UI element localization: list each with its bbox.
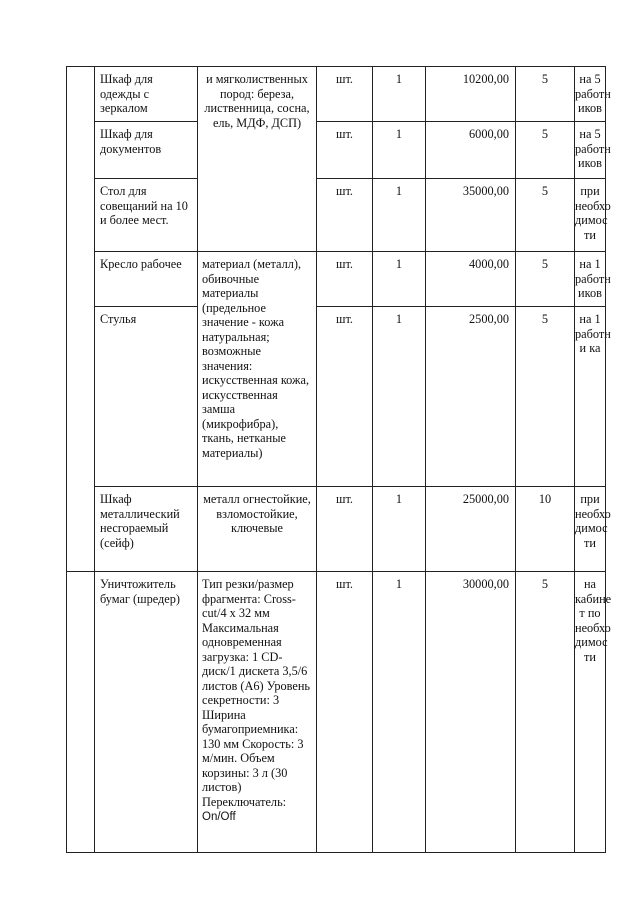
years-cell: 10 <box>516 487 575 572</box>
index-cell <box>67 67 95 572</box>
material-cell: и мягколиственных пород: береза, лиственница, сосна, ель, МДФ, ДСП) <box>198 67 317 252</box>
table-row <box>67 572 606 853</box>
price-cell: 4000,00 <box>426 252 516 307</box>
price-cell: 25000,00 <box>426 487 516 572</box>
price-cell: 2500,00 <box>426 307 516 487</box>
table-row <box>67 252 606 307</box>
note-cell: на 1 работн иков <box>575 252 606 307</box>
note-cell: на 1 работн и ка <box>575 307 606 487</box>
unit-cell: шт. <box>317 487 373 572</box>
table-row <box>67 122 606 179</box>
years-cell: 5 <box>516 307 575 487</box>
item-name: Шкаф для одежды с зеркалом <box>95 67 198 122</box>
item-name: Стол для совещаний на 10 и более мест. <box>95 179 198 252</box>
note-cell: при необхо димос ти <box>575 487 606 572</box>
unit-cell: шт. <box>317 572 373 853</box>
price-cell: 10200,00 <box>426 67 516 122</box>
table-row <box>67 179 606 252</box>
shredder-spec: Тип резки/размер фрагмента: Cross-cut/4 x 32 мм Максимальная одновременная загрузка: 1 CD-диск/1 дискета 3,5/6 листов (А6) Уровень секретности: 3 Ширина бумагоприемника: 130 мм Скорость: 3 м/мин. Объем корзины: 3 л (30 листов) Переключатель: <box>202 577 311 809</box>
qty-cell: 1 <box>373 307 426 487</box>
years-cell: 5 <box>516 122 575 179</box>
note-cell: при необхо димос ти <box>575 179 606 252</box>
qty-cell: 1 <box>373 572 426 853</box>
years-cell: 5 <box>516 252 575 307</box>
table-row <box>67 487 606 572</box>
unit-cell: шт. <box>317 252 373 307</box>
item-name: Шкаф для документов <box>95 122 198 179</box>
requirements-table <box>66 66 612 853</box>
qty-cell: 1 <box>373 122 426 179</box>
qty-cell: 1 <box>373 67 426 122</box>
unit-cell: шт. <box>317 307 373 487</box>
material-cell: материал (металл), обивочные материалы (предельное значение - кожа натуральная; возможные значения: искусственная кожа, искусственная замша (микрофибра), ткань, нетканые материалы) <box>198 252 317 487</box>
qty-cell: 1 <box>373 487 426 572</box>
item-name: Стулья <box>95 307 198 487</box>
note-cell: на кабине т по необхо димос ти <box>575 572 606 853</box>
table-row <box>67 67 606 122</box>
shredder-switch: On/Off <box>202 811 236 823</box>
unit-cell: шт. <box>317 179 373 252</box>
table-row <box>67 307 606 487</box>
qty-cell: 1 <box>373 179 426 252</box>
price-cell: 35000,00 <box>426 179 516 252</box>
unit-cell: шт. <box>317 67 373 122</box>
note-cell: на 5 работн иков <box>575 67 606 122</box>
unit-cell: шт. <box>317 122 373 179</box>
material-cell: металл огнестойкие, взломостойкие, ключевые <box>198 487 317 572</box>
item-name: Уничтожитель бумаг (шредер) <box>95 572 198 853</box>
note-cell: на 5 работн иков <box>575 122 606 179</box>
material-cell <box>198 572 317 853</box>
item-name: Кресло рабочее <box>95 252 198 307</box>
index-cell <box>67 572 95 853</box>
years-cell: 5 <box>516 67 575 122</box>
qty-cell: 1 <box>373 252 426 307</box>
price-cell: 30000,00 <box>426 572 516 853</box>
years-cell: 5 <box>516 179 575 252</box>
price-cell: 6000,00 <box>426 122 516 179</box>
years-cell: 5 <box>516 572 575 853</box>
item-name: Шкаф металлический несгораемый (сейф) <box>95 487 198 572</box>
